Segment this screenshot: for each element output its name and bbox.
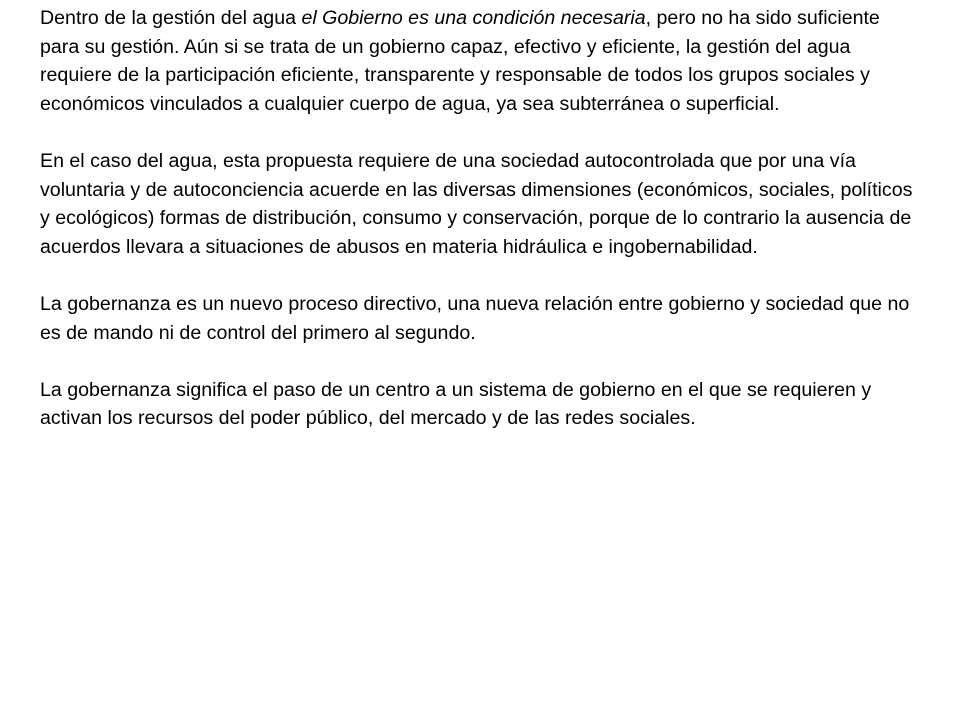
paragraph-gobierno-emphasis: el Gobierno es una condición necesaria	[301, 7, 646, 29]
paragraph-sociedad-autocontrolada: En el caso del agua, esta propuesta requiere de una sociedad autocontrolada que por una vía voluntaria y de autoconciencia acuerde en las diversas dimensiones (económicos, sociales, políticos y ecológicos) formas de distribución, consumo y conservación, porque de lo contrario la ausencia de acuerdos llevara a situaciones de abusos en materia hidráulica e ingobernabilidad.	[40, 149, 913, 258]
paragraph-gobernanza-sistema: La gobernanza significa el paso de un centro a un sistema de gobierno en el que se requieren y activan los recursos del poder público, del mercado y de las redes sociales.	[40, 378, 872, 430]
paragraph-spacer	[40, 347, 924, 376]
paragraph-gobierno	[40, 4, 924, 118]
paragraph-gobernanza-proceso: La gobernanza es un nuevo proceso directivo, una nueva relación entre gobierno y sociedad que no es de mando ni de control del primero al segundo.	[40, 292, 910, 344]
slide-text-body	[40, 4, 924, 433]
paragraph-gobierno-rest: , pero no ha sido suficiente para su gestión. Aún si se trata de un gobierno capaz, efectivo y eficiente, la gestión del agua requiere de la participación eficiente, transparente y responsable de todos los grupos sociales y económicos vinculados a cualquier cuerpo de agua, ya sea subterránea o superficial.	[40, 7, 880, 115]
paragraph-spacer	[40, 261, 924, 290]
paragraph-spacer	[40, 118, 924, 147]
paragraph-gobierno-lead: Dentro de la gestión del agua	[40, 7, 302, 29]
